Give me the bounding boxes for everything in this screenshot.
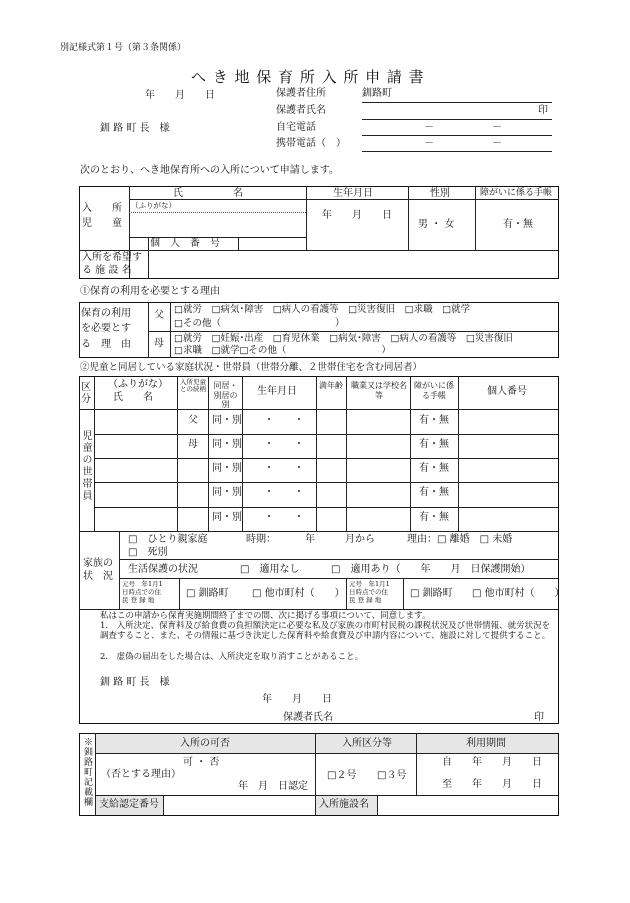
form-reference: 別記様式第１号（第３条関係）: [60, 43, 187, 53]
row5-cohabit[interactable]: 同・別: [212, 512, 242, 523]
col-handbook: 障がいに係る手帳: [414, 381, 454, 401]
child-dob-value: 年 月 日: [322, 210, 392, 221]
guardian-name-label: 保護者氏名: [276, 105, 326, 116]
father-reasons-line1[interactable]: □就労 □病気･障害 □病人の看護等 □災害復旧 □求職 □就学: [174, 304, 471, 315]
mobile-phone-underline[interactable]: [362, 151, 552, 152]
guardian-address-label: 保護者住所: [276, 88, 326, 99]
col-job: 職業又は学校名等: [351, 381, 407, 401]
mother-jan1-label-c: 民 登 録 地: [349, 596, 382, 604]
child-label-1: 入 所: [82, 203, 122, 214]
row3-cohabit[interactable]: 同・別: [212, 463, 242, 474]
father-jan1-label-b: 日時点での住: [122, 588, 161, 596]
row4-handbook[interactable]: 有・無: [419, 487, 449, 498]
row1-handbook[interactable]: 有・無: [419, 415, 449, 426]
mother-reasons-line2[interactable]: □求職 □就学□その他（ ）: [174, 345, 391, 356]
facility-label-1: 入所を希望す: [82, 252, 142, 263]
consent-date: 年 月 日: [262, 694, 332, 705]
row5-dob: ・ ・: [264, 512, 304, 523]
father-reasons-line2[interactable]: □その他（ ）: [174, 318, 345, 329]
period-to: 至 年 月 日: [442, 779, 542, 790]
reason-label-2: を必要とす: [81, 323, 131, 334]
period-from: 自 年 月 日: [442, 757, 542, 768]
col-dob: 生年月日: [257, 386, 297, 397]
application-date: 年 月 日: [145, 90, 215, 101]
row1-relation: 父: [188, 415, 198, 426]
row3-dob: ・ ・: [264, 463, 304, 474]
consent-addressee: 釧 路 町 長 様: [100, 677, 170, 688]
welfare-label: 生活保護の状況: [128, 564, 198, 575]
row1-cohabit[interactable]: 同・別: [212, 415, 242, 426]
addressee: 釧 路 町 長 様: [100, 123, 170, 134]
reason-checkboxes[interactable]: 理由：□ 離婚 □ 未婚: [407, 534, 513, 545]
col-class: 入所区分等: [342, 738, 392, 749]
section2-heading: ②児童と同居している家庭状況・世帯員（世帯分離、２世帯住宅を含む同居者）: [80, 362, 423, 373]
col-relation: 入所児童との続柄: [180, 378, 206, 393]
col-name-furigana: （ふりがな）: [108, 379, 168, 390]
reason-label-1: 保育の利用: [81, 308, 131, 319]
welfare-none-checkbox[interactable]: □ 適用なし: [240, 564, 300, 575]
col-sex-header: 性別: [430, 188, 450, 199]
guardian-seal: 印: [538, 105, 548, 116]
household-side-label: 児童の世帯員: [80, 430, 91, 502]
class-2-checkbox[interactable]: □２号: [327, 770, 357, 781]
mobile-phone-dash-1: －: [424, 138, 434, 149]
home-phone-underline[interactable]: [362, 135, 552, 136]
period-value: 年 月から: [305, 534, 375, 545]
home-phone-label: 自宅電話: [276, 122, 316, 133]
cert-date: 年 月 日認定: [238, 781, 308, 792]
mother-other-town-checkbox[interactable]: □ 他市町村（ ）: [472, 588, 565, 599]
bereaved-checkbox[interactable]: □ 死別: [128, 547, 168, 558]
class-3-checkbox[interactable]: □３号: [377, 770, 407, 781]
col-approval: 入所の可否: [180, 738, 230, 749]
office-side-label: ※釧路町記載欄: [82, 737, 92, 807]
section1-heading: ①保育の利用を必要とする理由: [80, 286, 220, 297]
home-phone-dash-1: －: [424, 122, 434, 133]
col-name-header: 氏 名: [173, 188, 243, 199]
furigana-divider: [129, 212, 306, 213]
mother-reasons-line1[interactable]: □就労 □妊娠･出産 □育児休業 □病気･障害 □病人の看護等 □災害復旧: [174, 333, 513, 344]
consent-seal: 印: [534, 712, 544, 723]
welfare-yes-checkbox[interactable]: □ 適用あり（ 年 月 日保護開始）: [331, 564, 531, 575]
father-other-town-checkbox[interactable]: □ 他市町村（ ）: [252, 588, 345, 599]
row3-handbook[interactable]: 有・無: [419, 463, 449, 474]
col-name: 氏 名: [113, 392, 153, 403]
family-label: 家族の状 況: [83, 558, 113, 582]
consent-item-2: 2. 虚偽の届出をした場合は、入所決定を取り消すことがあること。: [100, 652, 364, 662]
child-disability-value: 有・無: [503, 219, 533, 230]
facility-name-label: 入所施設名: [319, 799, 369, 810]
col-period: 利用期間: [466, 738, 506, 749]
row5-handbook[interactable]: 有・無: [419, 512, 449, 523]
col-kubun: 区分: [81, 382, 91, 405]
reason-mother: 母: [154, 338, 164, 349]
deny-reason-label: （否とする理由）: [101, 769, 181, 780]
col-cohabit: 同居・別居の別: [213, 381, 238, 410]
cert-number-label: 支給認定番号: [99, 799, 159, 810]
furigana-label: （ふりがな）: [131, 201, 176, 210]
consent-intro: 私はこの申請から保育実施期間終了までの間、次に掲げる事項について、同意します。: [100, 611, 431, 621]
approval-value[interactable]: 可 ・ 否: [183, 757, 220, 768]
row2-cohabit[interactable]: 同・別: [212, 439, 242, 450]
father-kushiro-checkbox[interactable]: □ 釧路町: [186, 588, 229, 599]
mother-jan1-label-a: 元号 年1月1: [349, 580, 390, 588]
mother-kushiro-checkbox[interactable]: □ 釧路町: [410, 588, 453, 599]
col-dob-header: 生年月日: [333, 188, 373, 199]
mobile-phone-label: 携帯電話（ ）: [276, 138, 346, 149]
row2-handbook[interactable]: 有・無: [419, 439, 449, 450]
reason-label-3: る 理 由: [81, 339, 131, 350]
period-label: 時期：: [246, 534, 276, 545]
consent-item-1: 1. 入所決定、保育料及び給食費の負担額決定に必要な私及び家族の市町村民税の課税状況及び世帯情報、就労状況を調査すること、また、その情報に基づき決定した保育料や給食費及び申請内容について、施設に対して提供すること。: [100, 621, 551, 641]
my-number-label: 個 人 番 号: [150, 238, 220, 249]
row1-dob: ・ ・: [264, 415, 304, 426]
name-underline[interactable]: [362, 119, 552, 120]
row4-cohabit[interactable]: 同・別: [212, 487, 242, 498]
row2-dob: ・ ・: [264, 439, 304, 450]
row2-relation: 母: [188, 439, 198, 450]
guardian-address-value: 釧路町: [362, 88, 392, 99]
single-parent-checkbox[interactable]: □ ひとり親家庭: [128, 534, 208, 545]
row4-dob: ・ ・: [264, 487, 304, 498]
page-title: へ き 地 保 育 所 入 所 申 請 書: [191, 68, 425, 86]
child-sex-value: 男 ・ 女: [418, 219, 455, 230]
col-my-number: 個人番号: [487, 386, 527, 397]
address-underline: [362, 102, 552, 103]
child-label-2: 児 童: [82, 218, 122, 229]
col-age: 満年齢: [319, 381, 343, 390]
col-disability-header: 障がいに係る手帳: [480, 188, 553, 198]
father-jan1-label-c: 民 登 録 地: [122, 596, 155, 604]
father-jan1-label-a: 元号 年1月1: [122, 580, 163, 588]
reason-father: 父: [154, 310, 164, 321]
home-phone-dash-2: －: [492, 122, 502, 133]
mother-jan1-label-b: 日時点での住: [349, 588, 388, 596]
mobile-phone-dash-2: －: [492, 138, 502, 149]
intro-text: 次のとおり、へき地保育所への入所について申請します。: [80, 165, 339, 176]
consent-guardian-label: 保護者氏名: [283, 712, 333, 723]
facility-label-2: る 施 設 名: [82, 265, 132, 276]
